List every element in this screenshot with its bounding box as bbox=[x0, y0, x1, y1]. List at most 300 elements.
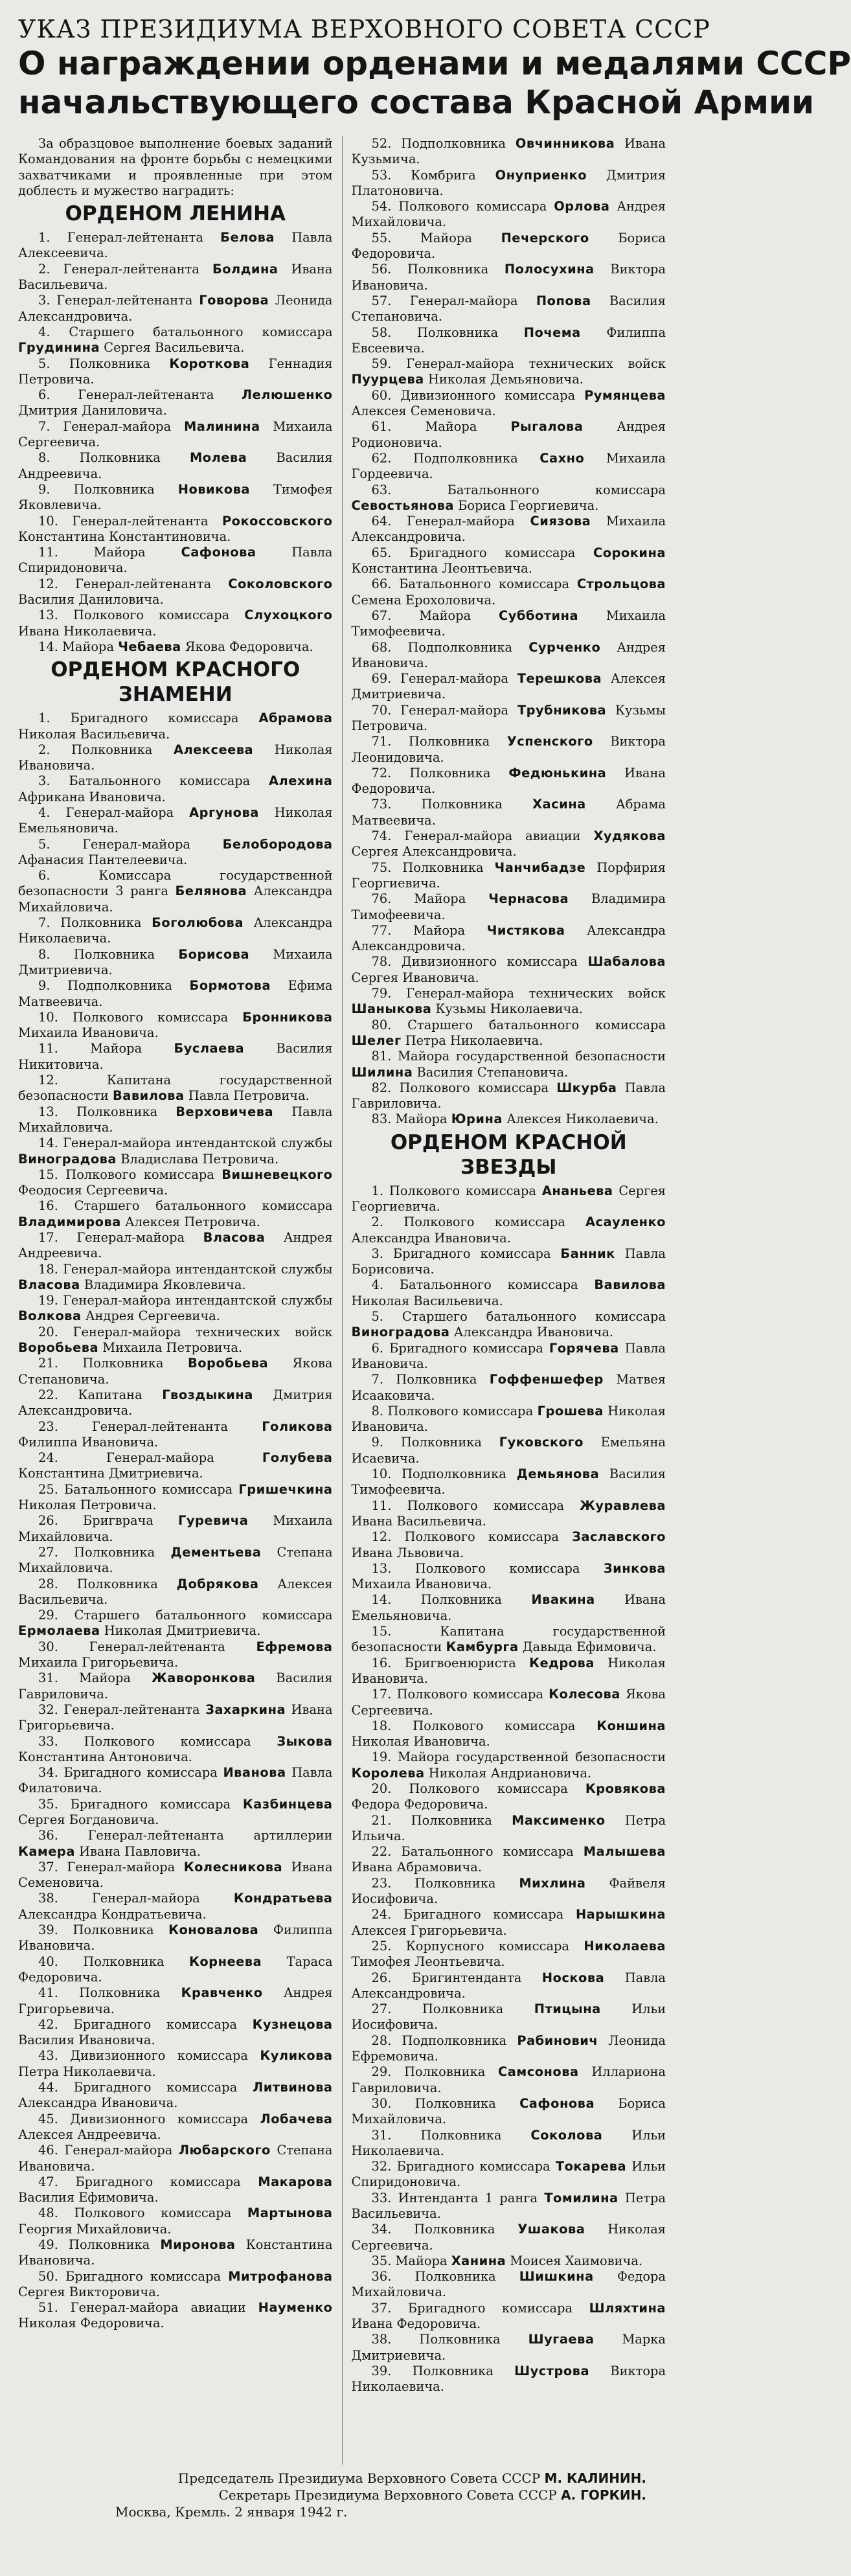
entry-surname: Бронникова bbox=[242, 1009, 333, 1025]
entry-surname: Власова bbox=[18, 1277, 80, 1292]
entry-rank: Майора bbox=[395, 2253, 448, 2268]
entry-rank: Полкового комиссара bbox=[74, 2206, 232, 2221]
entry-surname: Шаныкова bbox=[351, 1001, 432, 1017]
award-entry bbox=[352, 1372, 666, 1404]
award-entry bbox=[352, 1404, 666, 1435]
award-entry bbox=[18, 1765, 333, 1797]
award-entry bbox=[352, 640, 666, 672]
entry-rank: Подполковника bbox=[407, 639, 513, 655]
award-entry bbox=[352, 1781, 666, 1813]
entry-rank: Генерал-майора bbox=[65, 804, 174, 820]
award-entry bbox=[352, 2001, 666, 2033]
award-entry bbox=[18, 419, 333, 451]
entry-rank: Батальонного комиссара bbox=[399, 1277, 578, 1293]
entry-number: 27. bbox=[371, 2001, 392, 2017]
entry-number: 54. bbox=[371, 199, 392, 214]
entry-surname: Захаркина bbox=[205, 1702, 286, 1717]
award-entry bbox=[352, 1277, 666, 1309]
entry-number: 5. bbox=[38, 836, 51, 852]
entry-number: 63. bbox=[371, 482, 392, 497]
award-entry bbox=[352, 2064, 666, 2096]
entry-rank: Полкового комиссара bbox=[389, 1183, 536, 1198]
entry-surname: Гуковского bbox=[499, 1435, 584, 1450]
entry-number: 37. bbox=[371, 2300, 392, 2316]
entry-rank: Полковника bbox=[76, 1576, 158, 1591]
award-entry bbox=[352, 1813, 666, 1845]
entry-name: Виктора Леонидовича. bbox=[351, 734, 666, 765]
entry-name: Николая Дмитриевича. bbox=[104, 1623, 261, 1639]
entry-rank: Генерал-майора bbox=[82, 836, 190, 852]
entry-surname: Литвинова bbox=[253, 2080, 333, 2095]
award-entry bbox=[352, 1435, 666, 1466]
entry-name: Василия Никитовича. bbox=[18, 1041, 333, 1072]
entry-number: 37. bbox=[38, 1859, 58, 1875]
signatures-block bbox=[18, 2470, 666, 2554]
entry-surname: Бормотова bbox=[189, 978, 271, 994]
award-entry bbox=[352, 766, 666, 797]
entry-name: Павла Филатовича. bbox=[18, 1765, 333, 1796]
order-title: ОРДЕНОМ ЛЕНИНА bbox=[65, 202, 286, 226]
entry-rank: Майора bbox=[414, 891, 466, 907]
entry-name: Порфирия Георгиевича. bbox=[351, 860, 666, 891]
entry-name: Якова Сергеевича. bbox=[351, 1687, 666, 1718]
entry-number: 30. bbox=[38, 1639, 58, 1654]
entry-rank: Полковника bbox=[402, 860, 484, 875]
entry-surname: Голикова bbox=[262, 1419, 333, 1434]
entry-rank: Полкового комиссара bbox=[65, 1167, 214, 1182]
entry-rank: Полковника bbox=[407, 262, 489, 277]
entry-number: 5. bbox=[371, 1309, 384, 1325]
entry-name: Степана Ивановича. bbox=[18, 2143, 333, 2174]
entry-rank: Бригадного комиссара bbox=[409, 545, 576, 560]
entry-surname: Макарова bbox=[258, 2174, 333, 2189]
award-entry bbox=[352, 419, 666, 451]
entry-rank: Полковника bbox=[82, 1356, 164, 1371]
entry-name: Павла Спиридоновича. bbox=[18, 545, 333, 576]
award-entry bbox=[352, 2128, 666, 2160]
entry-name: Михаила Александровича. bbox=[351, 514, 666, 545]
award-entry bbox=[352, 1561, 666, 1593]
entry-surname: Горячева bbox=[549, 1340, 619, 1356]
entry-number: 6. bbox=[38, 387, 51, 403]
entry-name: Павла Ивановича. bbox=[351, 1340, 666, 1371]
entry-surname: Ермолаева bbox=[18, 1623, 100, 1639]
entry-name: Файвеля Иосифовича. bbox=[351, 1875, 666, 1907]
entry-rank: Полковника bbox=[69, 2237, 150, 2252]
entry-rank: Подполковника bbox=[402, 2033, 507, 2048]
entry-name: Алексея Григорьевича. bbox=[351, 1922, 507, 1938]
entry-name: Виктора Ивановича. bbox=[351, 262, 666, 293]
entry-name: Ивана Федоровича. bbox=[351, 765, 666, 797]
entry-number: 3. bbox=[38, 293, 51, 308]
entry-name: Ивана Львовича. bbox=[351, 1545, 464, 1560]
secretary-title: Секретарь Президиума Верховного Совета СССР bbox=[218, 2487, 557, 2503]
award-entry bbox=[352, 1656, 666, 1687]
entry-surname: Куликова bbox=[260, 2048, 333, 2064]
entry-rank: Генерал-лейтенанта bbox=[72, 513, 209, 529]
entry-name: Алексея Дмитриевича. bbox=[351, 671, 666, 702]
decree-heading: УКАЗ ПРЕЗИДИУМА ВЕРХОВНОГО СОВЕТА СССР bbox=[18, 15, 710, 43]
entry-rank: Корпусного комиссара bbox=[405, 1938, 569, 1954]
entry-surname: Белова bbox=[220, 230, 275, 245]
entry-name: Ивана Григорьевича. bbox=[18, 1702, 333, 1733]
entry-rank: Генерал-лейтенанта bbox=[91, 1419, 229, 1434]
entry-rank: Майора bbox=[93, 545, 146, 560]
award-entry bbox=[352, 734, 666, 766]
award-entry bbox=[18, 293, 333, 325]
entry-surname: Ивакина bbox=[531, 1592, 595, 1608]
entry-name: Михаила Григорьевича. bbox=[18, 1655, 179, 1670]
entry-surname: Владимирова bbox=[18, 1214, 121, 1229]
entry-name: Моисея Хаимовича. bbox=[510, 2253, 643, 2268]
entry-rank: Майора bbox=[395, 1111, 448, 1127]
entry-number: 16. bbox=[38, 1198, 58, 1214]
entry-name: Виктора Николаевича. bbox=[351, 2363, 666, 2395]
entry-number: 72. bbox=[371, 765, 392, 781]
award-entry bbox=[352, 1341, 666, 1373]
entry-number: 60. bbox=[371, 387, 392, 403]
entry-number: 65. bbox=[371, 545, 392, 560]
award-entry bbox=[352, 1592, 666, 1624]
award-entry bbox=[352, 1624, 666, 1656]
entry-surname: Гришечкина bbox=[238, 1481, 333, 1497]
entry-rank: Полковника bbox=[421, 797, 503, 812]
entry-number: 8. bbox=[38, 946, 51, 962]
entry-name: Николая Федоровича. bbox=[18, 2316, 165, 2331]
entry-surname: Максименко bbox=[512, 1812, 606, 1828]
entry-number: 20. bbox=[371, 1781, 392, 1796]
entry-number: 8. bbox=[371, 1403, 384, 1419]
entry-rank: Бригадного комиссара bbox=[73, 2016, 237, 2032]
award-entry bbox=[18, 576, 333, 608]
entry-name: Алексея Васильевича. bbox=[18, 1576, 333, 1607]
award-entry bbox=[352, 483, 666, 514]
entry-name: Ивана Кузьмича. bbox=[351, 136, 666, 167]
award-entry bbox=[18, 1828, 333, 1860]
entry-name: Николая Васильевича. bbox=[18, 726, 170, 742]
entry-name: Николая Андриановича. bbox=[428, 1765, 592, 1781]
award-entry bbox=[18, 1230, 333, 1262]
entry-number: 21. bbox=[371, 1812, 392, 1828]
entry-name: Николая Ивановича. bbox=[351, 1403, 666, 1435]
entry-name: Якова Степановича. bbox=[18, 1356, 333, 1387]
award-entry bbox=[352, 1687, 666, 1718]
entry-number: 22. bbox=[38, 1387, 58, 1402]
award-entry bbox=[352, 576, 666, 608]
award-entry bbox=[352, 797, 666, 828]
entry-rank: Бригадного комиссара bbox=[75, 2174, 241, 2189]
entry-number: 79. bbox=[371, 986, 392, 1001]
entry-number: 81. bbox=[371, 1049, 392, 1064]
award-entry bbox=[18, 2206, 333, 2237]
entry-rank: Майора bbox=[419, 608, 471, 623]
entry-surname: Гоффеншефер bbox=[489, 1372, 604, 1387]
entry-name: Александра Николаевича. bbox=[18, 915, 333, 946]
award-entry bbox=[352, 2159, 666, 2191]
entry-surname: Грудинина bbox=[18, 340, 100, 356]
entry-rank: Полковника bbox=[412, 2363, 494, 2378]
entry-number: 23. bbox=[371, 1875, 392, 1891]
award-entry bbox=[352, 1309, 666, 1341]
entry-name: Василия Степановича. bbox=[416, 1064, 569, 1080]
award-entry bbox=[352, 1049, 666, 1080]
entry-rank: Генерал-майора bbox=[409, 293, 518, 308]
entry-number: 34. bbox=[371, 2222, 392, 2237]
award-entry bbox=[352, 954, 666, 986]
entry-name: Павла Петровича. bbox=[188, 1088, 310, 1104]
entry-name: Ивана Васильевича. bbox=[18, 261, 333, 293]
entry-number: 2. bbox=[38, 261, 51, 277]
entry-surname: Сафонова bbox=[181, 545, 256, 560]
entry-rank: Дивизионного комиссара bbox=[400, 387, 576, 403]
entry-name: Филиппа Ивановича. bbox=[18, 1434, 159, 1450]
award-entry bbox=[18, 2112, 333, 2143]
entry-rank: Полковника bbox=[73, 946, 155, 962]
entry-surname: Рабинович bbox=[517, 2033, 598, 2048]
entry-number: 30. bbox=[371, 2095, 392, 2111]
entry-surname: Субботина bbox=[499, 608, 579, 623]
entry-rank: Полковника bbox=[76, 1104, 158, 1119]
entry-rank: Генерал-майора технических войск bbox=[406, 986, 666, 1001]
entry-surname: Пуурцева bbox=[351, 372, 424, 387]
entry-name: Федора Федоровича. bbox=[351, 1797, 488, 1812]
entry-surname: Виноградова bbox=[351, 1325, 450, 1340]
entry-number: 13. bbox=[38, 608, 58, 623]
entry-rank: Полковника bbox=[400, 1435, 482, 1450]
entry-rank: Генерал-майора bbox=[63, 418, 172, 434]
entry-number: 9. bbox=[38, 481, 51, 497]
entry-name: Михаила Михайловича. bbox=[18, 1513, 333, 1544]
award-entry bbox=[352, 451, 666, 483]
award-entry bbox=[18, 947, 333, 979]
entry-number: 6. bbox=[371, 1340, 384, 1356]
place-and-date: Москва, Кремль. 2 января 1942 г. bbox=[115, 2504, 348, 2520]
entry-surname: Воробьева bbox=[187, 1356, 269, 1371]
award-entry bbox=[18, 387, 333, 419]
award-entry bbox=[18, 1670, 333, 1702]
award-entry bbox=[18, 1167, 333, 1199]
award-entry bbox=[352, 671, 666, 703]
award-entry bbox=[18, 639, 333, 655]
award-entry bbox=[352, 703, 666, 735]
entry-number: 27. bbox=[38, 1544, 58, 1560]
entry-surname: Ушакова bbox=[517, 2222, 585, 2237]
entry-rank: Батальонного комиссара bbox=[399, 576, 570, 592]
entry-surname: Николаева bbox=[584, 1938, 666, 1954]
entry-rank: Капитана государственной безопасности bbox=[18, 1073, 333, 1104]
entry-surname: Самсонова bbox=[498, 2064, 579, 2080]
entry-rank: Генерал-майора bbox=[400, 702, 509, 718]
entry-number: 2. bbox=[38, 742, 51, 757]
entry-surname: Грошева bbox=[537, 1403, 604, 1419]
entry-number: 17. bbox=[38, 1230, 58, 1245]
entry-rank: Батальонного комиссара bbox=[69, 773, 251, 789]
entry-name: Владимира Яковлевича. bbox=[84, 1277, 246, 1292]
entry-rank: Полковника bbox=[414, 2222, 495, 2237]
entry-number: 62. bbox=[371, 450, 392, 466]
entry-rank: Генерал-майора bbox=[64, 2143, 173, 2158]
award-entry bbox=[18, 742, 333, 774]
entry-rank: Старшего батальонного комиссара bbox=[407, 1017, 666, 1032]
entry-number: 59. bbox=[371, 356, 392, 372]
entry-surname: Алехина bbox=[269, 773, 333, 789]
entry-number: 32. bbox=[371, 2159, 392, 2174]
entry-name: Павла Гавриловича. bbox=[351, 1080, 666, 1111]
entry-surname: Шкурба bbox=[556, 1080, 617, 1095]
entry-rank: Полковника bbox=[411, 1812, 492, 1828]
entry-rank: Подполковника bbox=[67, 978, 172, 994]
award-entry bbox=[352, 1214, 666, 1246]
entry-name: Кузьмы Петровича. bbox=[351, 702, 666, 733]
entry-surname: Болдина bbox=[212, 261, 278, 277]
entry-name: Емельяна Исаевича. bbox=[351, 1435, 666, 1466]
entry-number: 31. bbox=[371, 2127, 392, 2143]
award-entry bbox=[18, 1577, 333, 1608]
entry-rank: Старшего батальонного комиссара bbox=[74, 1608, 333, 1623]
entry-rank: Полкового комиссара bbox=[73, 608, 230, 623]
award-entry bbox=[352, 2222, 666, 2253]
entry-rank: Генерал-лейтенанта bbox=[63, 261, 199, 277]
entry-name: Филиппа Ивановича. bbox=[18, 1922, 333, 1954]
entry-name: Якова Федоровича. bbox=[185, 639, 313, 654]
entry-name: Марка Дмитриевича. bbox=[351, 2332, 666, 2363]
entry-name: Сергея Викторовича. bbox=[18, 2284, 160, 2299]
entry-surname: Трубникова bbox=[517, 702, 607, 718]
entry-number: 74. bbox=[371, 828, 392, 844]
entry-number: 4. bbox=[38, 324, 51, 339]
entry-surname: Коновалова bbox=[168, 1922, 259, 1938]
entry-surname: Ханина bbox=[451, 2253, 506, 2268]
decree-columns bbox=[18, 136, 666, 2465]
entry-number: 1. bbox=[38, 711, 51, 726]
entry-surname: Кровякова bbox=[585, 1781, 666, 1796]
entry-surname: Воробьева bbox=[18, 1340, 99, 1356]
award-entry bbox=[18, 837, 333, 869]
award-entry bbox=[18, 1954, 333, 1986]
entry-name: Ивана Васильевича. bbox=[351, 1513, 486, 1529]
entry-surname: Худякова bbox=[593, 828, 666, 844]
entry-rank: Полкового комиссара bbox=[399, 1080, 549, 1095]
entry-surname: Митрофанова bbox=[228, 2268, 333, 2284]
entry-name: Николая Сергеевича. bbox=[351, 2222, 666, 2253]
entry-number: 80. bbox=[371, 1017, 392, 1032]
award-entry bbox=[352, 860, 666, 892]
entry-number: 28. bbox=[371, 2033, 392, 2048]
award-entry bbox=[18, 608, 333, 639]
entry-rank: Бригадного комиссара bbox=[389, 1340, 543, 1356]
entry-surname: Малинина bbox=[183, 418, 260, 434]
entry-rank: Полковника bbox=[73, 1922, 154, 1938]
entry-name: Михаила Сергеевича. bbox=[18, 418, 333, 450]
entry-number: 68. bbox=[371, 639, 392, 655]
entry-number: 77. bbox=[371, 922, 392, 938]
entry-rank: Полковника bbox=[414, 2095, 496, 2111]
entry-surname: Сафонова bbox=[519, 2095, 595, 2111]
award-entry bbox=[18, 1513, 333, 1545]
entry-number: 58. bbox=[371, 325, 392, 340]
award-entry bbox=[18, 2174, 333, 2206]
entry-surname: Виноградова bbox=[18, 1151, 117, 1167]
entry-surname: Науменко bbox=[258, 2300, 333, 2316]
entry-number: 4. bbox=[38, 804, 51, 820]
entry-surname: Соколова bbox=[530, 2127, 603, 2143]
entry-rank: Подполковника bbox=[401, 136, 506, 151]
entry-name: Константина Дмитриевича. bbox=[18, 1466, 203, 1481]
entry-surname: Ефремова bbox=[256, 1639, 333, 1654]
entry-name: Николая Ивановича. bbox=[351, 1734, 490, 1750]
entry-rank: Комбрига bbox=[411, 167, 476, 183]
entry-name: Иллариона Гавриловича. bbox=[351, 2064, 666, 2095]
entry-name: Федора Михайловича. bbox=[351, 2269, 666, 2300]
entry-name: Василия Андреевича. bbox=[18, 450, 333, 481]
entry-rank: Полковника bbox=[414, 1875, 496, 1891]
entry-name: Андрея Григорьевича. bbox=[18, 1985, 333, 2016]
entry-name: Бориса Михайловича. bbox=[351, 2095, 666, 2127]
entry-rank: Генерал-майора bbox=[106, 1450, 214, 1466]
entry-surname: Абрамова bbox=[258, 711, 333, 726]
award-entry bbox=[18, 1922, 333, 1954]
entry-number: 2. bbox=[371, 1214, 384, 1230]
entry-number: 13. bbox=[371, 1560, 392, 1576]
entry-name: Владислава Петровича. bbox=[120, 1151, 279, 1167]
entry-rank: Полковника bbox=[79, 450, 161, 466]
entry-name: Ивана Федоровича. bbox=[351, 2316, 481, 2332]
award-entry bbox=[352, 1529, 666, 1561]
entry-number: 29. bbox=[38, 1608, 58, 1623]
entry-name: Михаила Ивановича. bbox=[351, 1577, 492, 1592]
entry-name: Степана Михайловича. bbox=[18, 1544, 333, 1576]
entry-name: Тимофея Леонтьевича. bbox=[351, 1954, 505, 1970]
entry-number: 64. bbox=[371, 514, 392, 529]
entry-surname: Камбурга bbox=[446, 1639, 519, 1655]
entry-rank: Капитана государственной безопасности bbox=[351, 1624, 666, 1655]
entry-surname: Мартынова bbox=[247, 2206, 333, 2221]
entry-rank: Генерал-лейтенанта bbox=[67, 230, 203, 245]
entry-name: Сергея Богдановича. bbox=[18, 1812, 159, 1827]
entry-number: 51. bbox=[38, 2300, 58, 2316]
entry-name: Ивана Николаевича. bbox=[18, 623, 157, 639]
entry-number: 78. bbox=[371, 954, 392, 970]
secretary-line bbox=[18, 2487, 646, 2503]
entry-surname: Слухоцкого bbox=[244, 608, 333, 623]
award-entry bbox=[18, 1198, 333, 1230]
award-entry bbox=[18, 1450, 333, 1482]
entry-rank: Полкового комиссара bbox=[403, 1214, 565, 1230]
award-entry bbox=[18, 1639, 333, 1671]
award-entry bbox=[18, 1010, 333, 1042]
entry-name: Георгия Михайловича. bbox=[18, 2221, 172, 2237]
entry-name: Алексея Петровича. bbox=[124, 1214, 260, 1229]
award-entry bbox=[352, 199, 666, 231]
entry-number: 83. bbox=[371, 1111, 392, 1127]
award-entry bbox=[18, 978, 333, 1010]
entry-name: Александра Александровича. bbox=[351, 922, 666, 954]
award-entry bbox=[18, 2080, 333, 2112]
entry-name: Бориса Федоровича. bbox=[351, 230, 666, 262]
award-entry bbox=[18, 2143, 333, 2174]
entry-number: 31. bbox=[38, 1670, 58, 1686]
award-entry bbox=[18, 773, 333, 805]
entry-number: 70. bbox=[371, 702, 392, 718]
entry-rank: Генерал-лейтенанта bbox=[56, 293, 193, 308]
entry-number: 36. bbox=[371, 2269, 392, 2285]
entry-number: 10. bbox=[38, 513, 58, 529]
entry-number: 15. bbox=[371, 1624, 392, 1639]
entry-name: Ильи Иосифовича. bbox=[351, 2001, 666, 2033]
entry-surname: Чистякова bbox=[486, 922, 565, 938]
entry-number: 24. bbox=[38, 1450, 58, 1466]
entry-surname: Кедрова bbox=[529, 1655, 595, 1670]
